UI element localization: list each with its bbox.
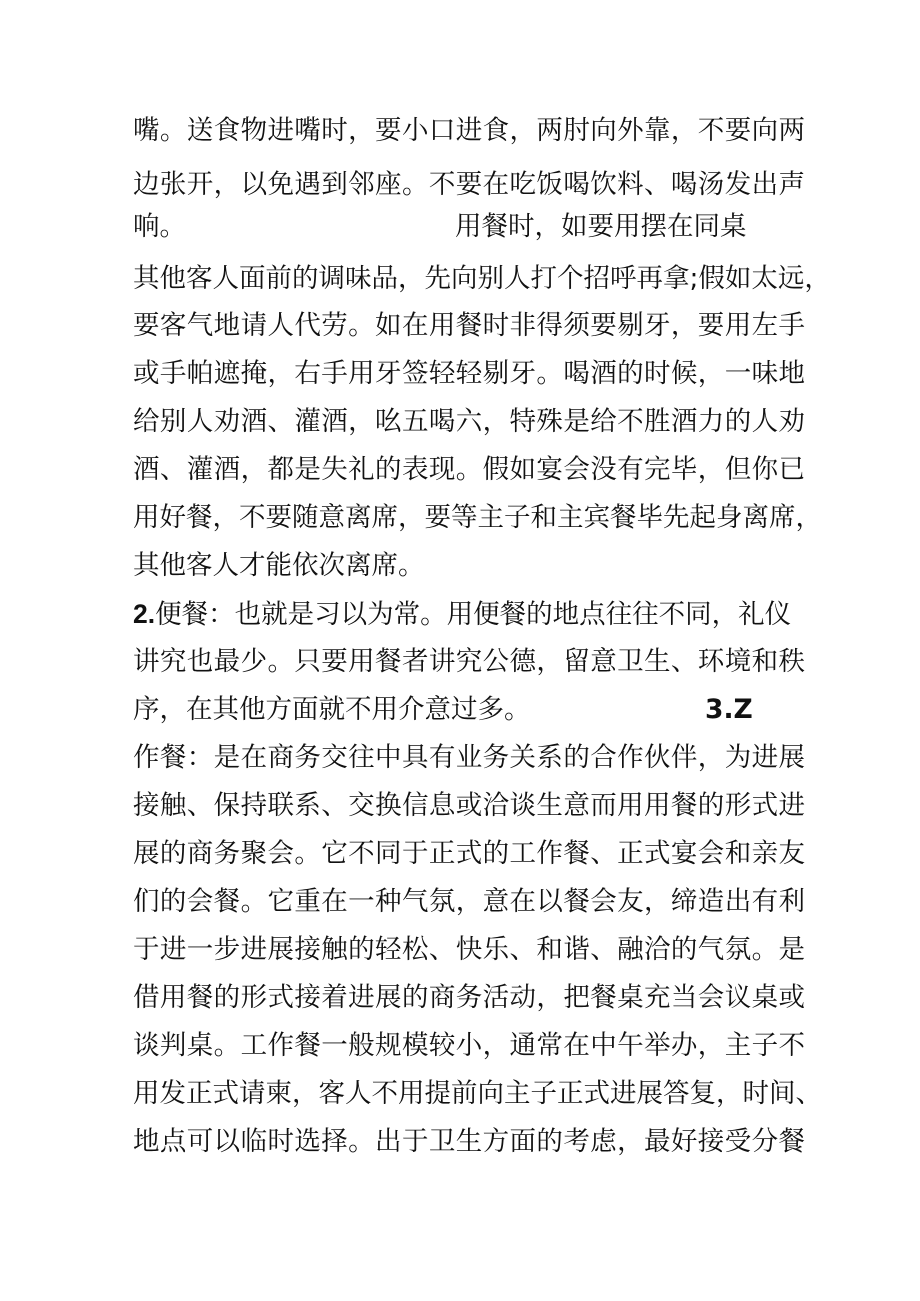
section-2-text: 便餐：也就是习以为常。用便餐的地点往往不同，礼仪 <box>155 599 792 630</box>
paragraph-line: 谈判桌。工作餐一般规模较小，通常在中午举办，主子不 <box>133 1030 805 1061</box>
paragraph-line: 或手帕遮掩，右手用牙签轻轻剔牙。喝酒的时候，一味地 <box>133 358 805 389</box>
section-2-number: 2. <box>133 599 156 629</box>
paragraph-line: 接触、保持联系、交换信息或洽谈生意而用用餐的形式进 <box>133 790 805 821</box>
paragraph-line-right: 用餐时，如要用摆在同桌 <box>455 211 747 242</box>
paragraph-line: 酒、灌酒，都是失礼的表现。假如宴会没有完毕，但你已 <box>133 454 805 485</box>
paragraph-line: 用发正式请柬，客人不用提前向主子正式进展答复，时间、 <box>133 1078 822 1109</box>
section-2-heading-line <box>133 590 805 638</box>
paragraph-line: 展的商务聚会。它不同于正式的工作餐、正式宴会和亲友 <box>133 838 805 869</box>
section-3-number: 3.Z <box>705 694 753 725</box>
paragraph-line: 借用餐的形式接着进展的商务活动，把餐桌充当会议桌或 <box>133 982 805 1013</box>
paragraph-line: 嘴。送食物进嘴时，要小口进食，两肘向外靠，不要向两 <box>133 115 805 146</box>
paragraph-line: 讲究也最少。只要用餐者讲究公德，留意卫生、环境和秩 <box>133 646 805 677</box>
paragraph-line: 们的会餐。它重在一种气氛，意在以餐会友，缔造出有利 <box>133 886 805 917</box>
paragraph-line-left: 序，在其他方面就不用介意过多。 <box>133 694 531 725</box>
paragraph-line: 作餐：是在商务交往中具有业务关系的合作伙伴，为进展 <box>133 742 805 773</box>
paragraph-line: 给别人劝酒、灌酒，吆五喝六，特殊是给不胜酒力的人劝 <box>133 406 805 437</box>
paragraph-line: 其他客人面前的调味品，先向别人打个招呼再拿;假如太远， <box>133 263 831 294</box>
paragraph-line: 于进一步进展接触的轻松、快乐、和谐、融洽的气氛。是 <box>133 934 805 965</box>
paragraph-line-left: 响。 <box>133 211 186 242</box>
paragraph-line: 要客气地请人代劳。如在用餐时非得须要剔牙，要用左手 <box>133 310 805 341</box>
paragraph-line: 地点可以临时选择。出于卫生方面的考虑，最好接受分餐 <box>133 1126 805 1157</box>
paragraph-line: 其他客人才能依次离席。 <box>133 550 425 581</box>
paragraph-line: 边张开，以免遇到邻座。不要在吃饭喝饮料、喝汤发出声 <box>133 169 805 200</box>
paragraph-line: 用好餐，不要随意离席，要等主子和主宾餐毕先起身离席， <box>133 502 822 533</box>
